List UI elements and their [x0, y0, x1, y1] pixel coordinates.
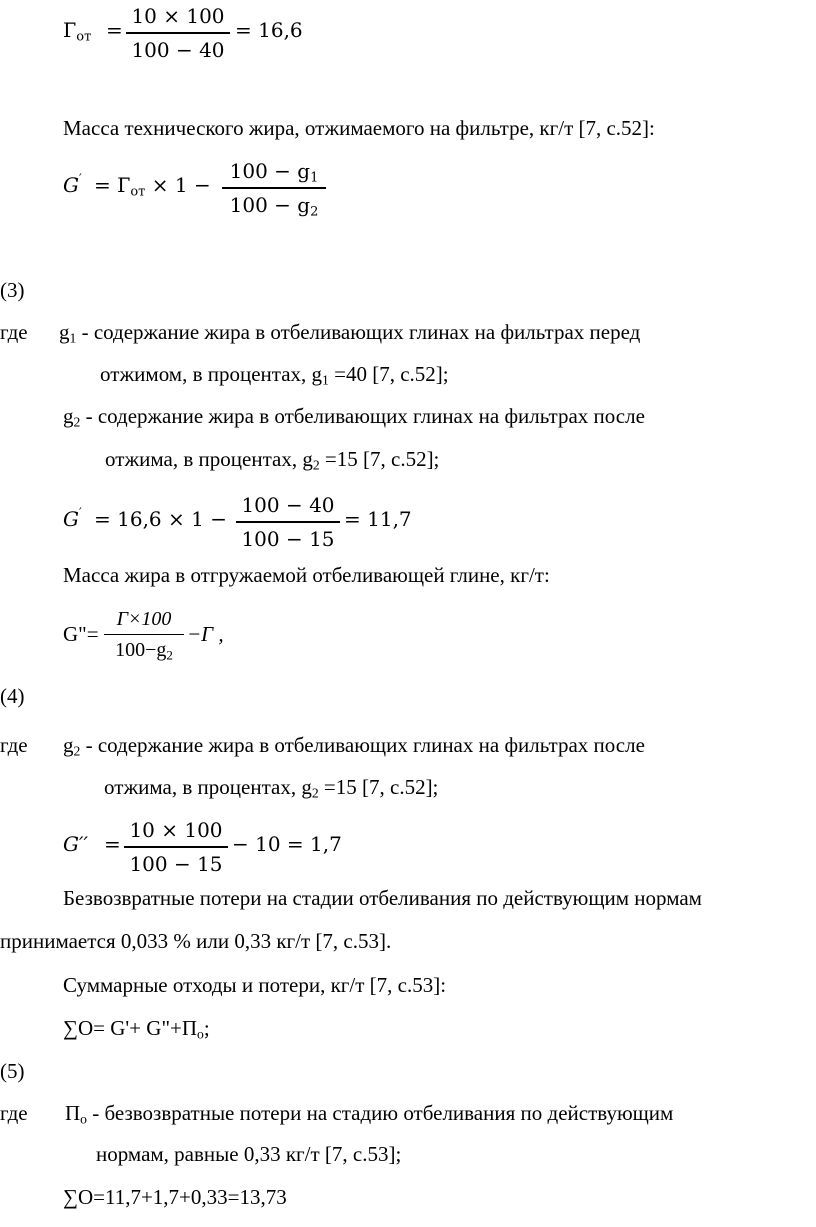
where-g2-continuation	[105, 447, 439, 472]
eq5-numerator: 10 × 100	[129, 818, 223, 842]
where-g2b-cont-text: отжима, в процентах, g	[104, 775, 312, 799]
where-g2-sub: 2	[73, 414, 81, 430]
eq1-lhs	[63, 18, 92, 45]
where-g2b-sub: 2	[73, 743, 81, 759]
where-g2-cont-tail: =15 [7, с.52];	[319, 447, 440, 471]
paragraph-total-losses: Суммарные отходы и потери, кг/т [7, с.53]:	[63, 973, 447, 997]
where-g2b-cont-sub: 2	[311, 785, 319, 801]
eq2-G: G	[63, 173, 79, 197]
where-label-3: где	[0, 1101, 28, 1125]
eq7-total: ∑О=11,7+1,7+0,33=13,73	[63, 1185, 287, 1209]
eq6-sub: о	[197, 1026, 204, 1042]
eq1-gamma: Г	[63, 18, 77, 42]
where-g2-cont-text: отжима, в процентах, g	[105, 447, 313, 471]
paragraph-mass-tech-fat: Масса технического жира, отжимаемого на фильтре, кг/т [7, с.52]:	[63, 116, 655, 140]
eq2-prime: ′	[78, 171, 82, 186]
where-label-1: где	[0, 320, 28, 344]
eq2-num-main: 100 − g	[229, 159, 311, 183]
equation-number-4: (4)	[0, 684, 25, 708]
paragraph-losses-line2: принимается 0,033 % или 0,33 кг/т [7, с.53].	[0, 929, 392, 953]
eq2-den-main: 100 − g	[229, 192, 311, 217]
where-g2b-continuation	[104, 775, 438, 800]
eq2-num-sub: 1	[310, 170, 319, 186]
where-g1-sub: 1	[69, 330, 77, 346]
eq3-denominator: 100 − 15	[241, 526, 335, 551]
equation-number-5: (5)	[0, 1059, 25, 1083]
where-g1-line	[59, 320, 640, 345]
where-g1-cont-text: отжимом, в процентах, g	[100, 362, 323, 386]
eq5-equals: =	[104, 832, 121, 856]
where-g2-text: - содержание жира в отбеливающих глинах на фильтрах после	[80, 404, 645, 428]
eq5-result: − 10 = 1,7	[232, 832, 342, 856]
eq1-numerator: 10 × 100	[131, 4, 225, 28]
eq2-numerator	[222, 155, 326, 187]
eq1-denominator: 100 − 40	[131, 37, 225, 62]
where-g2b-symbol: g	[63, 733, 74, 757]
where-g1-cont-sub: 1	[322, 372, 329, 388]
eq4-tail: −Г ,	[187, 622, 224, 646]
eq1-equals: =	[106, 18, 123, 42]
where-g1-symbol: g	[59, 320, 70, 344]
where-po-line	[65, 1101, 673, 1126]
where-po-sub: о	[80, 1111, 87, 1127]
where-g2-cont-sub: 2	[312, 457, 320, 473]
eq4-lhs: G"=	[63, 622, 99, 646]
eq3-G: G	[63, 507, 79, 531]
where-g1-continuation	[100, 362, 449, 387]
where-po-continuation: нормам, равные 0,33 кг/т [7, с.53];	[96, 1142, 402, 1166]
eq4-fraction	[104, 604, 184, 665]
where-g2b-text: - содержание жира в отбеливающих глинах на фильтрах после	[80, 733, 645, 757]
where-label-2: где	[0, 733, 28, 757]
where-g2-line	[63, 404, 645, 429]
eq6-main: ∑О= G'+ G"+П	[63, 1016, 198, 1040]
eq5-denominator: 100 − 15	[129, 851, 223, 876]
eq4-denominator	[104, 635, 184, 665]
eq3-fraction	[236, 489, 340, 555]
eq2-times-one-minus: × 1 −	[151, 173, 211, 197]
where-po-text: - безвозвратные потери на стадию отбеливания по действующим	[87, 1101, 674, 1125]
eq2-eq-gamma: = Г	[94, 173, 131, 197]
eq4-den-sub: 2	[166, 647, 173, 663]
eq3-lhs	[63, 507, 82, 531]
eq2-den-sub: 2	[310, 203, 319, 219]
where-po-symbol: П	[65, 1101, 81, 1125]
eq5-fraction	[124, 814, 228, 880]
where-g2b-cont-tail: =15 [7, с.52];	[318, 775, 439, 799]
equation-number-3: (3)	[0, 278, 25, 302]
where-g1-text: - содержание жира в отбеливающих глинах на фильтрах перед	[76, 320, 641, 344]
eq2-middle	[94, 173, 211, 200]
eq6-tail: ;	[203, 1016, 210, 1040]
eq2-gamma-sub: от	[130, 184, 146, 200]
eq4-den-main: 100−g	[115, 639, 167, 661]
eq3-prime: ′	[78, 505, 82, 520]
eq6-sum	[63, 1016, 210, 1041]
eq2-denominator	[222, 189, 326, 221]
paragraph-mass-shipped-clay: Масса жира в отгружаемой отбеливающей глине, кг/т:	[63, 563, 550, 587]
eq2-fraction	[222, 155, 326, 221]
paragraph-losses-line1: Безвозвратные потери на стадии отбеливания по действующим нормам	[63, 886, 702, 910]
where-g1-cont-tail: =40 [7, с.52];	[328, 362, 449, 386]
eq3-middle: = 16,6 × 1 −	[94, 507, 227, 531]
eq3-numerator: 100 − 40	[241, 493, 335, 517]
eq5-lhs: G′′	[63, 832, 89, 856]
eq2-lhs	[63, 173, 82, 197]
where-g2b-line	[63, 733, 645, 758]
eq1-result: = 16,6	[235, 18, 303, 42]
eq1-fraction	[126, 0, 230, 66]
eq3-result: = 11,7	[344, 507, 412, 531]
where-g2-symbol: g	[63, 404, 74, 428]
eq4-numerator: Г×100	[116, 608, 172, 630]
eq1-gamma-sub: от	[76, 29, 92, 45]
